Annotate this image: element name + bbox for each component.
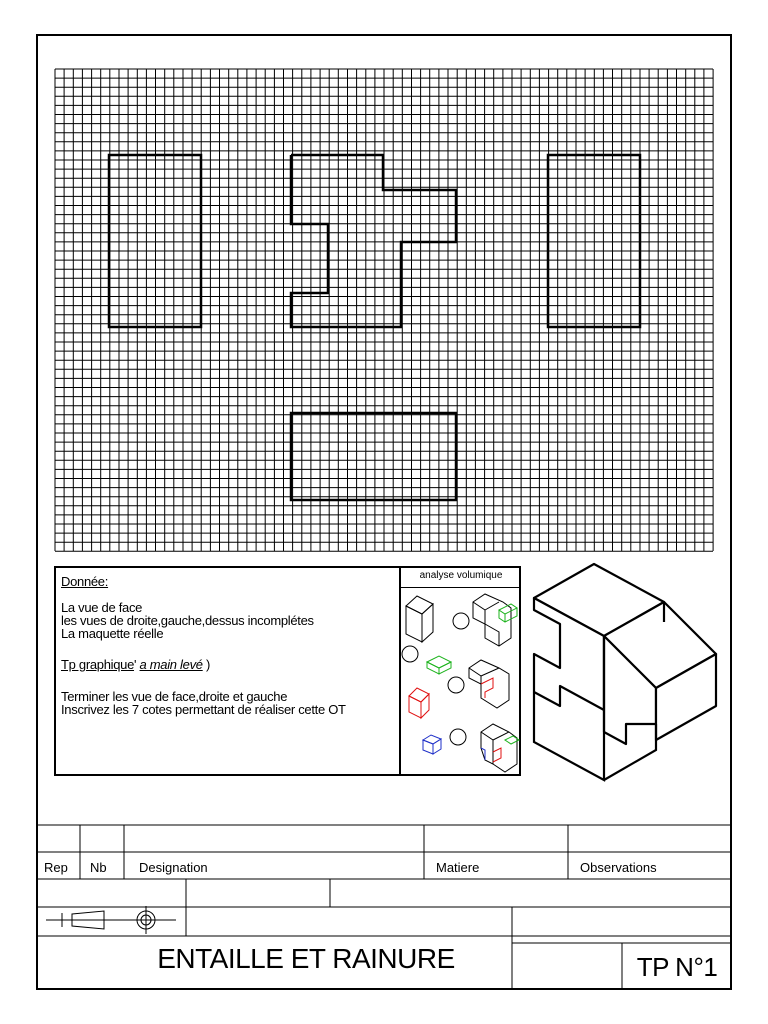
donnee-line-2: les vues de droite,gauche,dessus incomplétes	[61, 613, 314, 628]
header-rep: Rep	[44, 860, 68, 875]
tp-italic: a main levé	[139, 657, 203, 672]
instruction-line-1: Terminer les vue de face,droite et gauche	[61, 689, 288, 704]
donnee-line-1: La vue de face	[61, 600, 143, 615]
projection-symbol-icon	[46, 906, 176, 934]
tp-prefix: Tp graphique	[61, 657, 135, 672]
donnee-heading: Donnée:	[61, 574, 109, 589]
header-observations: Observations	[580, 860, 657, 875]
analyse-title: analyse volumique	[419, 570, 503, 581]
tp-suffix: )	[202, 657, 211, 672]
instruction-line-2: Inscrivez les 7 cotes permettant de réaliser cette OT	[61, 702, 346, 717]
donnee-line-3: La maquette réelle	[61, 626, 164, 641]
header-matiere: Matiere	[436, 860, 480, 875]
drawing-title: ENTAILLE ET RAINURE	[157, 943, 455, 974]
header-designation: Designation	[139, 860, 208, 875]
tp-quote: '	[134, 657, 140, 672]
header-nb: Nb	[90, 860, 107, 875]
tp-number: TP N°1	[636, 952, 718, 982]
